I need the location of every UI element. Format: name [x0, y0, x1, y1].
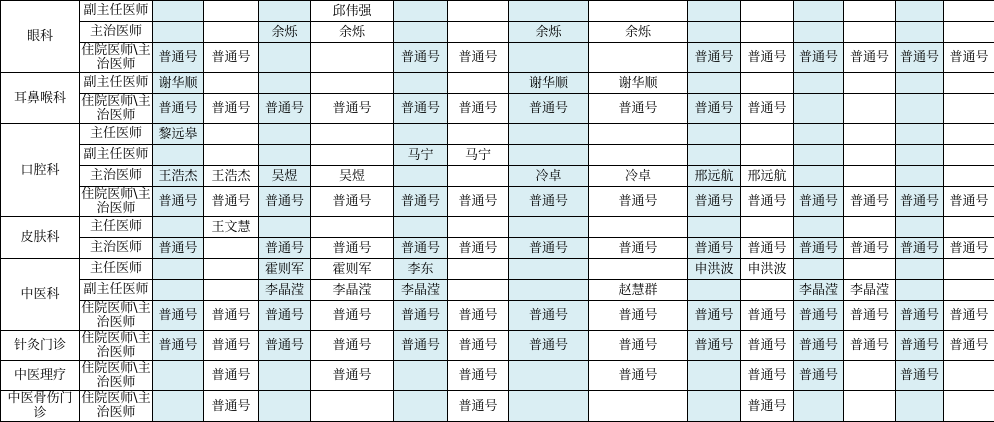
schedule-cell — [589, 145, 688, 166]
schedule-cell: 普通号 — [448, 43, 509, 73]
schedule-cell — [896, 22, 944, 43]
schedule-cell: 普通号 — [259, 331, 311, 361]
schedule-cell — [448, 259, 509, 280]
schedule-cell — [394, 217, 448, 238]
schedule-cell — [688, 22, 741, 43]
schedule-row — [1, 1, 994, 22]
schedule-cell: 余烁 — [509, 22, 589, 43]
schedule-cell — [688, 1, 741, 22]
schedule-cell — [794, 166, 844, 187]
schedule-cell: 普通号 — [944, 43, 994, 73]
schedule-cell — [589, 43, 688, 73]
schedule-row — [1, 124, 994, 145]
schedule-cell — [259, 217, 311, 238]
schedule-row — [1, 259, 994, 280]
schedule-cell: 普通号 — [509, 94, 589, 124]
schedule-cell: 邢远航 — [688, 166, 741, 187]
schedule-row — [1, 166, 994, 187]
schedule-cell: 冷卓 — [589, 166, 688, 187]
schedule-cell: 普通号 — [259, 94, 311, 124]
schedule-cell: 普通号 — [204, 301, 259, 331]
department-label: 口腔科 — [1, 124, 80, 217]
schedule-cell — [794, 217, 844, 238]
schedule-cell — [844, 1, 896, 22]
schedule-cell — [509, 259, 589, 280]
schedule-cell: 普通号 — [688, 187, 741, 217]
doctor-title-label: 住院医师\主治医师 — [80, 361, 153, 391]
schedule-row — [1, 280, 994, 301]
schedule-cell: 普通号 — [448, 331, 509, 361]
schedule-cell: 吴煜 — [311, 166, 394, 187]
doctor-title-label: 副主任医师 — [80, 73, 153, 94]
schedule-cell: 普通号 — [204, 391, 259, 422]
schedule-cell: 普通号 — [589, 238, 688, 259]
schedule-cell: 普通号 — [944, 301, 994, 331]
schedule-cell: 普通号 — [794, 331, 844, 361]
doctor-title-label: 副主任医师 — [80, 1, 153, 22]
schedule-row — [1, 331, 994, 361]
schedule-cell: 普通号 — [688, 43, 741, 73]
schedule-cell: 普通号 — [944, 238, 994, 259]
schedule-cell — [844, 217, 896, 238]
schedule-cell — [509, 391, 589, 422]
schedule-cell: 普通号 — [448, 238, 509, 259]
schedule-row — [1, 22, 994, 43]
department-label: 耳鼻喉科 — [1, 73, 80, 124]
schedule-cell: 普通号 — [589, 187, 688, 217]
schedule-cell: 李晶滢 — [311, 280, 394, 301]
doctor-title-label: 主任医师 — [80, 124, 153, 145]
schedule-cell — [944, 166, 994, 187]
schedule-cell: 普通号 — [204, 361, 259, 391]
doctor-title-label: 主治医师 — [80, 238, 153, 259]
schedule-cell: 普通号 — [448, 94, 509, 124]
schedule-cell — [259, 391, 311, 422]
schedule-cell — [844, 166, 896, 187]
schedule-cell — [896, 145, 944, 166]
schedule-cell: 普通号 — [509, 187, 589, 217]
schedule-cell: 普通号 — [153, 301, 204, 331]
schedule-cell — [794, 22, 844, 43]
schedule-cell: 普通号 — [448, 391, 509, 422]
schedule-cell: 普通号 — [153, 94, 204, 124]
schedule-cell: 邢远航 — [741, 166, 794, 187]
schedule-cell: 普通号 — [448, 361, 509, 391]
schedule-cell — [448, 166, 509, 187]
schedule-cell — [394, 22, 448, 43]
schedule-cell — [448, 217, 509, 238]
schedule-cell — [844, 22, 896, 43]
schedule-cell — [794, 94, 844, 124]
schedule-cell — [944, 145, 994, 166]
schedule-cell — [741, 217, 794, 238]
schedule-cell: 普通号 — [844, 331, 896, 361]
schedule-cell — [448, 22, 509, 43]
schedule-cell — [844, 391, 896, 422]
schedule-cell: 普通号 — [589, 94, 688, 124]
schedule-cell: 普通号 — [794, 238, 844, 259]
schedule-cell: 普通号 — [741, 94, 794, 124]
schedule-cell — [448, 73, 509, 94]
schedule-cell: 冷卓 — [509, 166, 589, 187]
schedule-cell — [844, 94, 896, 124]
doctor-title-label: 副主任医师 — [80, 280, 153, 301]
schedule-cell: 普通号 — [844, 187, 896, 217]
doctor-title-label: 住院医师\主治医师 — [80, 391, 153, 422]
schedule-cell — [509, 124, 589, 145]
schedule-cell — [794, 391, 844, 422]
schedule-cell — [153, 22, 204, 43]
schedule-cell — [153, 391, 204, 422]
schedule-cell — [741, 145, 794, 166]
schedule-cell: 霍则军 — [259, 259, 311, 280]
schedule-cell: 普通号 — [153, 187, 204, 217]
schedule-cell: 普通号 — [688, 238, 741, 259]
schedule-row — [1, 73, 994, 94]
schedule-cell — [896, 280, 944, 301]
schedule-cell — [944, 94, 994, 124]
schedule-cell — [394, 391, 448, 422]
schedule-cell — [741, 124, 794, 145]
schedule-cell — [844, 124, 896, 145]
schedule-cell: 普通号 — [311, 331, 394, 361]
schedule-cell: 王浩杰 — [153, 166, 204, 187]
schedule-cell: 余烁 — [311, 22, 394, 43]
schedule-cell: 普通号 — [204, 94, 259, 124]
schedule-cell: 普通号 — [204, 43, 259, 73]
schedule-cell: 普通号 — [688, 301, 741, 331]
doctor-title-label: 副主任医师 — [80, 145, 153, 166]
schedule-cell: 普通号 — [741, 391, 794, 422]
schedule-cell: 普通号 — [794, 187, 844, 217]
schedule-cell: 普通号 — [153, 331, 204, 361]
schedule-cell — [204, 22, 259, 43]
schedule-cell: 谢华顺 — [589, 73, 688, 94]
schedule-cell: 普通号 — [394, 331, 448, 361]
department-label: 中医理疗 — [1, 361, 80, 391]
schedule-cell: 普通号 — [741, 187, 794, 217]
schedule-cell: 普通号 — [741, 361, 794, 391]
schedule-cell — [311, 73, 394, 94]
schedule-cell — [153, 280, 204, 301]
schedule-cell — [741, 280, 794, 301]
schedule-cell — [509, 361, 589, 391]
schedule-cell: 李东 — [394, 259, 448, 280]
schedule-cell — [794, 73, 844, 94]
schedule-cell — [311, 145, 394, 166]
schedule-cell — [311, 124, 394, 145]
schedule-cell: 谢华顺 — [509, 73, 589, 94]
schedule-cell — [204, 238, 259, 259]
schedule-cell: 普通号 — [311, 187, 394, 217]
schedule-cell: 普通号 — [896, 43, 944, 73]
schedule-row — [1, 391, 994, 422]
schedule-cell — [204, 259, 259, 280]
schedule-cell — [944, 22, 994, 43]
schedule-cell — [688, 217, 741, 238]
schedule-row — [1, 187, 994, 217]
schedule-cell — [153, 217, 204, 238]
schedule-cell — [688, 391, 741, 422]
schedule-cell — [259, 1, 311, 22]
schedule-cell — [259, 124, 311, 145]
schedule-cell: 马宁 — [394, 145, 448, 166]
schedule-cell — [204, 145, 259, 166]
schedule-cell: 李晶滢 — [794, 280, 844, 301]
schedule-cell — [394, 166, 448, 187]
schedule-cell: 赵慧群 — [589, 280, 688, 301]
schedule-cell — [794, 259, 844, 280]
schedule-cell: 普通号 — [688, 94, 741, 124]
schedule-cell: 普通号 — [394, 43, 448, 73]
doctor-title-label: 主任医师 — [80, 217, 153, 238]
schedule-cell: 普通号 — [896, 187, 944, 217]
schedule-cell: 谢华顺 — [153, 73, 204, 94]
schedule-cell: 普通号 — [741, 43, 794, 73]
schedule-cell — [509, 43, 589, 73]
schedule-cell: 马宁 — [448, 145, 509, 166]
schedule-cell: 余烁 — [589, 22, 688, 43]
schedule-cell — [741, 73, 794, 94]
schedule-cell — [688, 280, 741, 301]
doctor-title-label: 住院医师\主治医师 — [80, 301, 153, 331]
schedule-cell — [589, 391, 688, 422]
schedule-cell: 余烁 — [259, 22, 311, 43]
schedule-cell — [589, 217, 688, 238]
department-label: 中医科 — [1, 259, 80, 331]
schedule-cell — [944, 259, 994, 280]
doctor-title-label: 住院医师\主治医师 — [80, 94, 153, 124]
department-label: 皮肤科 — [1, 217, 80, 259]
schedule-cell — [688, 73, 741, 94]
schedule-cell: 普通号 — [844, 301, 896, 331]
schedule-cell — [589, 259, 688, 280]
schedule-cell: 普通号 — [394, 301, 448, 331]
schedule-cell — [589, 124, 688, 145]
schedule-cell: 普通号 — [509, 331, 589, 361]
schedule-cell: 普通号 — [509, 238, 589, 259]
department-label: 中医骨伤门诊 — [1, 391, 80, 422]
schedule-cell — [259, 73, 311, 94]
schedule-cell — [259, 145, 311, 166]
schedule-cell: 普通号 — [741, 238, 794, 259]
schedule-cell — [394, 73, 448, 94]
schedule-cell: 普通号 — [204, 187, 259, 217]
schedule-cell — [896, 1, 944, 22]
schedule-cell: 普通号 — [844, 238, 896, 259]
schedule-cell: 李晶滢 — [394, 280, 448, 301]
schedule-cell: 王文慧 — [204, 217, 259, 238]
doctor-title-label: 住院医师\主治医师 — [80, 331, 153, 361]
schedule-cell: 普通号 — [394, 187, 448, 217]
schedule-cell — [448, 280, 509, 301]
schedule-cell — [153, 259, 204, 280]
schedule-row — [1, 217, 994, 238]
schedule-cell: 普通号 — [259, 238, 311, 259]
schedule-cell: 普通号 — [741, 301, 794, 331]
schedule-cell: 普通号 — [589, 301, 688, 331]
schedule-cell — [741, 22, 794, 43]
doctor-title-label: 主任医师 — [80, 259, 153, 280]
schedule-cell — [844, 73, 896, 94]
schedule-cell — [944, 1, 994, 22]
schedule-cell — [896, 124, 944, 145]
schedule-cell: 普通号 — [448, 301, 509, 331]
schedule-cell: 申洪波 — [688, 259, 741, 280]
schedule-cell: 普通号 — [509, 301, 589, 331]
schedule-cell — [688, 361, 741, 391]
schedule-cell — [204, 124, 259, 145]
schedule-cell — [311, 217, 394, 238]
schedule-cell — [259, 43, 311, 73]
schedule-cell: 霍则军 — [311, 259, 394, 280]
schedule-cell: 普通号 — [311, 301, 394, 331]
schedule-cell: 申洪波 — [741, 259, 794, 280]
schedule-cell — [259, 361, 311, 391]
doctor-title-label: 住院医师\主治医师 — [80, 187, 153, 217]
schedule-cell: 普通号 — [394, 238, 448, 259]
schedule-cell — [794, 124, 844, 145]
schedule-cell: 普通号 — [259, 301, 311, 331]
schedule-cell: 普通号 — [259, 187, 311, 217]
schedule-cell: 吴煜 — [259, 166, 311, 187]
schedule-cell: 普通号 — [844, 43, 896, 73]
schedule-row — [1, 361, 994, 391]
schedule-cell: 普通号 — [153, 43, 204, 73]
schedule-cell: 普通号 — [153, 238, 204, 259]
schedule-cell — [153, 1, 204, 22]
schedule-cell — [844, 361, 896, 391]
schedule-cell — [153, 145, 204, 166]
schedule-cell — [153, 361, 204, 391]
schedule-row — [1, 43, 994, 73]
schedule-cell: 李晶滢 — [259, 280, 311, 301]
schedule-row — [1, 145, 994, 166]
schedule-cell: 邱伟强 — [311, 1, 394, 22]
schedule-cell: 普通号 — [794, 301, 844, 331]
schedule-cell — [688, 124, 741, 145]
schedule-cell — [944, 361, 994, 391]
schedule-cell — [204, 1, 259, 22]
schedule-cell: 普通号 — [896, 301, 944, 331]
schedule-cell — [509, 145, 589, 166]
schedule-cell — [844, 145, 896, 166]
schedule-cell: 普通号 — [311, 238, 394, 259]
schedule-cell: 普通号 — [944, 187, 994, 217]
schedule-cell — [394, 124, 448, 145]
schedule-cell: 王浩杰 — [204, 166, 259, 187]
schedule-cell — [896, 259, 944, 280]
schedule-cell: 普通号 — [589, 361, 688, 391]
doctor-title-label: 主治医师 — [80, 166, 153, 187]
schedule-cell — [394, 1, 448, 22]
schedule-cell — [944, 391, 994, 422]
schedule-cell — [448, 124, 509, 145]
schedule-cell — [794, 145, 844, 166]
schedule-cell: 普通号 — [448, 187, 509, 217]
department-label: 眼科 — [1, 1, 80, 73]
schedule-cell: 李晶滢 — [844, 280, 896, 301]
schedule-cell — [688, 145, 741, 166]
schedule-cell: 普通号 — [311, 94, 394, 124]
schedule-cell: 普通号 — [794, 43, 844, 73]
schedule-cell — [204, 280, 259, 301]
schedule-cell: 普通号 — [896, 361, 944, 391]
schedule-cell — [944, 124, 994, 145]
schedule-cell — [896, 166, 944, 187]
schedule-row — [1, 238, 994, 259]
schedule-cell — [311, 43, 394, 73]
schedule-cell: 普通号 — [589, 331, 688, 361]
schedule-cell: 普通号 — [794, 361, 844, 391]
doctor-title-label: 住院医师\主治医师 — [80, 43, 153, 73]
schedule-cell: 普通号 — [688, 331, 741, 361]
schedule-cell: 普通号 — [741, 331, 794, 361]
schedule-row — [1, 301, 994, 331]
schedule-cell — [896, 391, 944, 422]
schedule-cell — [844, 259, 896, 280]
schedule-cell — [509, 1, 589, 22]
schedule-cell — [741, 1, 794, 22]
department-label: 针灸门诊 — [1, 331, 80, 361]
schedule-row — [1, 94, 994, 124]
schedule-cell — [509, 217, 589, 238]
schedule-cell — [394, 361, 448, 391]
schedule-cell — [944, 280, 994, 301]
doctor-title-label: 主治医师 — [80, 22, 153, 43]
schedule-cell: 普通号 — [394, 94, 448, 124]
schedule-cell — [896, 94, 944, 124]
schedule-cell: 黎远皋 — [153, 124, 204, 145]
schedule-cell — [448, 1, 509, 22]
schedule-cell: 普通号 — [311, 361, 394, 391]
schedule-cell — [311, 391, 394, 422]
schedule-cell: 普通号 — [896, 331, 944, 361]
schedule-cell — [589, 1, 688, 22]
schedule-cell — [794, 1, 844, 22]
schedule-cell — [509, 280, 589, 301]
schedule-cell — [204, 73, 259, 94]
schedule-cell — [944, 217, 994, 238]
schedule-cell: 普通号 — [944, 331, 994, 361]
schedule-cell — [896, 217, 944, 238]
schedule-cell: 普通号 — [896, 238, 944, 259]
schedule-cell — [944, 73, 994, 94]
schedule-cell — [896, 73, 944, 94]
schedule-cell: 普通号 — [204, 331, 259, 361]
